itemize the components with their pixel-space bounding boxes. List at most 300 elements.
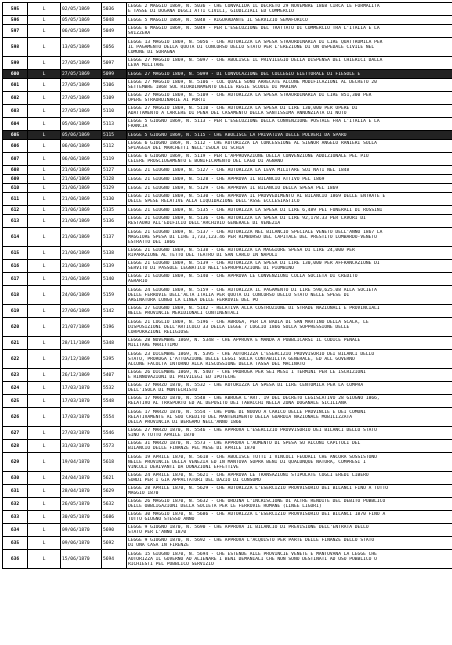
row-description: [127, 427, 452, 440]
row-number: 618: [3, 286, 28, 305]
table-row: [3, 472, 452, 485]
row-number: 615: [3, 247, 28, 260]
table-row: [3, 105, 452, 118]
row-code: 5159: [102, 286, 127, 305]
row-description: [127, 175, 452, 184]
description-line: OPERE STRAORDINARIE AI PORTI: [128, 98, 206, 103]
row-type: L: [28, 369, 61, 382]
row-description: [127, 453, 452, 472]
row-code: 5110: [102, 105, 127, 118]
description-line: SVIZZERA: [128, 31, 151, 36]
table-row: [3, 408, 452, 427]
row-date: 17/03/1870: [61, 382, 102, 395]
row-type: L: [28, 524, 61, 537]
table-row: [3, 79, 452, 92]
description-line: LEGGE 30 MAGGIO 1870, N. 5686 - CHE AUTORIZZA L'ESERCIZIO PROVVISORIO DEI BILANCI 1870 FINO A: [128, 512, 386, 517]
row-type: L: [28, 485, 61, 498]
row-description: [127, 440, 452, 453]
row-number: 629: [3, 453, 28, 472]
row-code: 5036: [102, 3, 127, 16]
description-line: LEGGE 17 MARZO 1870, N. 5554 - CHE PONE DI NUOVO A CARICO DELLE PROVINCIE E DEI COMUNI: [128, 409, 366, 415]
row-code: 5573: [102, 440, 127, 453]
row-type: L: [28, 453, 61, 472]
table-row: [3, 427, 452, 440]
row-type: L: [28, 206, 61, 215]
description-line: SETTEMBRE 1868 SUL RIORDINAMENTO DELLE REGIE SCUOLE DI MARINA: [128, 85, 297, 90]
row-number: 613: [3, 215, 28, 228]
row-type: L: [28, 350, 61, 369]
table-row: [3, 524, 452, 537]
row-code: 5119: [102, 153, 127, 166]
description-line: LEGGE 21 GIUGNO 1869, N. 5135 - CHE AUTORIZZA LA SPESA DI LIRE 6,489 PEI FUNERALI DI ROSSINI: [128, 207, 383, 213]
row-description: [127, 38, 452, 57]
description-line: LEGGE 27 MAGGIO 1869, N. 5106 - COL QUALE SONO ARRECATE ALCUNE MODIFICAZIONI AL DECRETO 20: [128, 80, 377, 85]
description-line: DELLE SPESE RELATIVE ALLA LIQUIDAZIONE DELL'ASSE ECCLESIASTICO: [128, 199, 300, 204]
row-type: L: [28, 228, 61, 247]
description-line: LEGGE 21 LUGLIO 1869, N. 5196 - CHE ABROGA, PER LA BADIA DI SAN MARTINO DELLA SCALA, LE: [128, 319, 369, 325]
description-line: RICHIESTI PEL PUBBLICO SERVIZIO: [128, 561, 214, 567]
row-date: 06/06/1869: [61, 140, 102, 153]
row-code: 5048: [102, 16, 127, 25]
row-description: [127, 166, 452, 175]
row-date: 21/06/1869: [61, 175, 102, 184]
row-date: 21/06/1869: [61, 260, 102, 273]
table-row: [3, 453, 452, 472]
description-line: LEGGE 9 GIUGNO 1870, N. 5692 - CHE APPROVA L'ACQUISTO PER PARTE DELLE FINANZE DELLO STATO: [128, 538, 375, 543]
description-line: LEGGE 27 MAGGIO 1869, N. 5109 - CHE AUTORIZZA LA SPESA STRAORDINARIA DI LIRE 851,300 PER: [128, 93, 372, 98]
row-description: [127, 79, 452, 92]
description-line: RELATIVAMENTE AL SUO CREDITO DEL MANTENIMENTO DELLA GUARDIA NAZIONALE MOBILIZZATA: [128, 414, 353, 420]
table-row: [3, 440, 452, 453]
description-line: LEGGE 31 MARZO 1870, N. 5573 - CHE APPROVA L'AUMENTO DI SPESA SU ALCUNI CAPITOLI DEL: [128, 441, 361, 446]
description-line: LEGGE 28 NOVEMBRE 1869, N. 5348 - CHE APPROVA E MANDA A PUBBLICARSI IL CODICE PENALE: [128, 338, 361, 343]
row-description: [127, 228, 452, 247]
row-type: L: [28, 166, 61, 175]
row-number: 598: [3, 38, 28, 57]
row-code: 5129: [102, 184, 127, 193]
row-code: 5136: [102, 215, 127, 228]
row-code: 5115: [102, 131, 127, 140]
description-line: DELLE FERROVIE DELL'ALTA ITALIA PER QUOTA DI CONCORSO DELLO STATO NELLE SPESE DI: [128, 292, 350, 298]
description-line: ARGINATURA LUNGO LA LINEA DELLE FERROVIE DEL PO: [128, 297, 258, 303]
laws-table-body: [3, 3, 452, 569]
row-type: L: [28, 193, 61, 206]
row-type: L: [28, 175, 61, 184]
row-date: 17/03/1870: [61, 395, 102, 408]
row-code: 5139: [102, 260, 127, 273]
description-line: MILITARE MARITTIMO: [128, 343, 178, 348]
table-row: [3, 337, 452, 350]
row-code: 5099: [102, 70, 127, 79]
description-line: LEGGE 24 APRILE 1870, N. 5621 - CHE APPROVA LE TRANSAZIONI STIPULATE COGLI EREDI LIBERO: [128, 473, 369, 478]
description-line: STATO PER L'ANNO 1870: [128, 530, 187, 535]
row-date: 21/06/1869: [61, 247, 102, 260]
table-row: [3, 369, 452, 382]
description-line: LEGGE 15 GIUGNO 1870, N. 5694 - CHE ESTENDE ALLE PROVINCIE VENETE E MANTOVANA LA LEGGE CHE: [128, 551, 377, 557]
description-line: LEGGE 24 GIUGNO 1869, N. 5159 - CHE AUTORIZZA IL PAGAMENTO DI LIRE 590,625.08 ALLA SOCIETA: [128, 287, 377, 293]
row-code: 5618: [102, 453, 127, 472]
description-line: LEGGE 6 GIUGNO 1869, N. 5112 - CHE AUTORIZZA LA CONCESSIONE AL SIGNOR ANGELO RANIERI SULLA: [128, 141, 377, 146]
row-type: L: [28, 408, 61, 427]
row-description: [127, 273, 452, 286]
row-date: 21/07/1869: [61, 318, 102, 337]
row-date: 26/12/1869: [61, 369, 102, 382]
row-date: 27/05/1869: [61, 79, 102, 92]
description-line: ADATTAMENTO A CARCERE DI PENA DEL CASAMENTO DELLA SANTISSIMA ANNUNZIATA DI NOTO: [128, 111, 347, 116]
row-description: [127, 215, 452, 228]
description-line: ALCUNE FACOLTA INTORNO ALLA RISCOSSIONE DELLA TASSA DEL MACINATO: [128, 361, 306, 367]
row-number: 605: [3, 131, 28, 140]
row-description: [127, 105, 452, 118]
row-date: 15/06/1870: [61, 550, 102, 569]
row-type: L: [28, 537, 61, 550]
row-number: 606: [3, 140, 28, 153]
row-type: L: [28, 247, 61, 260]
row-number: 612: [3, 206, 28, 215]
row-description: [127, 206, 452, 215]
description-line: DI UNA CASA IN FIRENZE: [128, 543, 189, 548]
row-code: 5135: [102, 206, 127, 215]
row-description: [127, 153, 452, 166]
table-row: [3, 70, 452, 79]
row-date: 27/05/1869: [61, 57, 102, 70]
row-description: [127, 118, 452, 131]
row-description: [127, 305, 452, 318]
table-row: [3, 395, 452, 408]
description-line: STATO, PROROGA L'ATTUAZIONE DELLE LEGGI SULLA CONTABILITA GENERALE, ED ALL GOVERNO: [128, 356, 355, 362]
row-type: L: [28, 3, 61, 16]
description-line: LEGGE 23 DICEMBRE 1869, N. 5395 - CHE AUTORIZZA L'ESERCIZIO PROVVISORIO DEI BILANCI DELLO: [128, 351, 375, 357]
description-line: LEGGE 6 MAGGIO 1869, N. 5049 - PER L'ESECUZIONE DEL TRATTATO DI COMMERCIO TRA L'ITALIA E LA: [128, 26, 380, 31]
description-line: LEGGE 26 DICEMBRE 1869, N. 5407 - CHE PROROGA PER SEI MESI I TERMINI PER LE ISCRIZIONI: [128, 370, 366, 375]
row-date: 30/05/1870: [61, 511, 102, 524]
row-code: 5196: [102, 318, 127, 337]
row-description: [127, 92, 452, 105]
table-row: [3, 184, 452, 193]
row-code: 5113: [102, 118, 127, 131]
row-type: L: [28, 498, 61, 511]
table-row: [3, 16, 452, 25]
row-type: L: [28, 395, 61, 408]
row-code: 5629: [102, 485, 127, 498]
row-description: [127, 537, 452, 550]
row-number: 616: [3, 260, 28, 273]
row-type: L: [28, 184, 61, 193]
description-line: NELLE PROVINCIE DELLA VENEZIA ED IN MANTOVA SOPRA BENI DI QUALUNQUE NATURA, COMPRESI I: [128, 459, 366, 465]
row-code: 5692: [102, 537, 127, 550]
row-description: [127, 498, 452, 511]
table-row: [3, 537, 452, 550]
row-number: 603: [3, 105, 28, 118]
row-date: 24/06/1869: [61, 286, 102, 305]
description-line: AUTORIZZA IL GOVERNO AD ALIENARE I BENI DEMANIALI CHE NON SONO DESTINATI AD USO PUBBLICO O: [128, 556, 377, 562]
row-description: [127, 337, 452, 350]
row-date: 17/03/1870: [61, 408, 102, 427]
row-type: L: [28, 382, 61, 395]
row-type: L: [28, 105, 61, 118]
row-number: 604: [3, 118, 28, 131]
row-date: 21/06/1869: [61, 193, 102, 206]
row-code: 5127: [102, 166, 127, 175]
row-date: 06/06/1869: [61, 153, 102, 166]
row-description: [127, 350, 452, 369]
table-row: [3, 498, 452, 511]
description-line: LEGGE 17 MARZO 1870, N. 5548 - CHE ABROGA L'ART. 19 DEL DECRETO LEGISLATIVO 28 GIUGNO 1866,: [128, 396, 380, 401]
row-code: 5532: [102, 382, 127, 395]
description-line: BILANCIO DELLE FINANZE PEL MESE DI APRILE 1870: [128, 446, 256, 451]
table-row: [3, 3, 452, 16]
row-type: L: [28, 318, 61, 337]
description-line: IL PAGAMENTO DELLA QUOTA DI CONCORSO DELLO STATO PER L'EREZIONE DI UN OSPEDALE CIVILE NEL: [128, 44, 375, 50]
row-date: 21/06/1869: [61, 184, 102, 193]
description-line: LEGGE 27 MAGGIO 1869, N. 5110 - CHE AUTORIZZA LA SPESA DI LIRE 130,000 PER OPERE DI: [128, 106, 358, 111]
row-date: 09/06/1870: [61, 537, 102, 550]
row-number: 622: [3, 350, 28, 369]
row-code: 5142: [102, 305, 127, 318]
table-row: [3, 382, 452, 395]
description-line: COMUNE DI SORAGNA: [128, 49, 176, 55]
table-row: [3, 485, 452, 498]
row-type: L: [28, 38, 61, 57]
row-code: 5130: [102, 193, 127, 206]
row-code: 5686: [102, 511, 127, 524]
description-line: DELLA PROVINCIA DI BERGAMO NELL'ANNO 1866: [128, 419, 242, 425]
row-date: 21/06/1869: [61, 206, 102, 215]
row-type: L: [28, 440, 61, 453]
row-type: L: [28, 273, 61, 286]
row-number: 624: [3, 382, 28, 395]
row-number: 610: [3, 184, 28, 193]
description-line: LEGGE 27 MARZO 1870, N. 5546 - CHE APPROVA L'ESERCIZIO PROVVISORIO DEI BILANCI DELLO STATO: [128, 428, 377, 433]
table-row: [3, 550, 452, 569]
row-number: 595: [3, 3, 28, 16]
row-description: [127, 369, 452, 382]
row-number: 617: [3, 273, 28, 286]
row-type: L: [28, 153, 61, 166]
row-number: 633: [3, 511, 28, 524]
row-type: L: [28, 286, 61, 305]
description-line: MAGGIO 1870: [128, 491, 159, 496]
row-number: 599: [3, 57, 28, 70]
laws-table: [2, 2, 452, 569]
row-date: 26/05/1870: [61, 498, 102, 511]
row-type: L: [28, 16, 61, 25]
row-date: 13/05/1869: [61, 38, 102, 57]
description-line: LEGGE 28 APRILE 1870, N. 5629 - CHE AUTORIZZA L'ESERCIZIO PROVVISORIO DEI BILANCI FINO A TUTTO: [128, 486, 388, 491]
row-number: 620: [3, 318, 28, 337]
description-line: TUTTO GIUGNO STESSO ANNO: [128, 517, 195, 522]
description-line: LEGGE 27 MAGGIO 1869, N. 5097 - CHE ABOLISCE IL PRIVILEGIO DELLA DISPENSA DEI CHIERICI DALLA: [128, 58, 383, 63]
row-description: [127, 382, 452, 395]
row-number: 627: [3, 427, 28, 440]
description-line: LEGGE 9 GIUGNO 1870, N. 5690 - CHE APPROVA IL BILANCIO DI PREVISIONE DELL'ENTRATA DELLO: [128, 525, 369, 530]
row-description: [127, 318, 452, 337]
row-number: 608: [3, 166, 28, 175]
row-date: 02/05/1869: [61, 3, 102, 16]
row-type: L: [28, 92, 61, 105]
description-line: LEGGE 5 MAGGIO 1869, N. 5048 - RIGUARDANTE IL SERVIZIO SEMAFORICO: [128, 17, 308, 23]
description-line: LEGGE 21 GIUGNO 1869, N. 5138 - CHE AUTORIZZA LA MAGGIORE SPESA DI LIRE 24,000 PER: [128, 248, 355, 253]
description-line: E TASSE DI DOGANA DEGLI ATTI CIVILI, GIUDIZIALI ED COMMERCIO: [128, 9, 294, 14]
description-line: DELL'ISOLA DI MONTECRISTO: [128, 388, 198, 393]
table-row: [3, 273, 452, 286]
row-number: 601: [3, 79, 28, 92]
description-line: NELLE PROVINCIE MERIDIONALI CONTINENTALI: [128, 311, 239, 316]
table-row: [3, 131, 452, 140]
row-date: 23/12/1869: [61, 350, 102, 369]
description-line: LEGGE 21 GIUGNO 1869, N. 5139 - CHE AUTORIZZA LA SPESA DI LIRE 130,000 PER AFFRANCAZIONE DI: [128, 261, 380, 266]
row-description: [127, 193, 452, 206]
row-number: 636: [3, 550, 28, 569]
row-description: [127, 25, 452, 38]
table-row: [3, 318, 452, 337]
description-line: LEGGE 2 MAGGIO 1869, N. 5036 - CHE CONVALIDA IL DECRETO 29 NOVEMBRE 1868 CIRCA LE FORMALITA: [128, 4, 380, 9]
row-code: 5632: [102, 498, 127, 511]
row-date: 19/04/1870: [61, 453, 102, 472]
row-code: 5690: [102, 524, 127, 537]
row-number: 625: [3, 395, 28, 408]
description-line: LEGGE 21 GIUGNO 1869, N. 5130 - CHE APPROVA IL PROVVEDIMENTO AL BILANCIO 1869 DELLE ENTRATE E: [128, 194, 386, 199]
row-code: 5348: [102, 337, 127, 350]
row-type: L: [28, 305, 61, 318]
row-description: [127, 131, 452, 140]
row-date: 31/03/1870: [61, 440, 102, 453]
description-line: LEGGE 21 GIUGNO 1869, N. 5129 - CHE APPROVA IL BILANCIO DELLA SPESA PEL 1869: [128, 185, 339, 191]
row-code: 5137: [102, 228, 127, 247]
row-type: L: [28, 511, 61, 524]
row-number: 623: [3, 369, 28, 382]
row-date: 05/05/1869: [61, 16, 102, 25]
row-number: 596: [3, 16, 28, 25]
row-type: L: [28, 79, 61, 92]
description-line: LEGGE 27 GIUGNO 1869, N. 5142 - RELATIVA ALLA COSTRUZIONE DI STRADE NAZIONALI E PROVINCIALI: [128, 306, 380, 311]
row-number: 634: [3, 524, 28, 537]
row-type: L: [28, 427, 61, 440]
row-date: 05/06/1869: [61, 131, 102, 140]
row-number: 635: [3, 537, 28, 550]
row-code: 5140: [102, 273, 127, 286]
row-description: [127, 140, 452, 153]
row-number: 597: [3, 25, 28, 38]
description-line: LEGGE 21 GIUGNO 1869, N. 5137 - CHE AUTORIZZA NEL BILANCIO SPECIALE VENETO DELL'ANNO 1867 LA: [128, 229, 383, 235]
row-code: 5407: [102, 369, 127, 382]
row-description: [127, 472, 452, 485]
table-row: [3, 140, 452, 153]
row-date: 27/05/1869: [61, 105, 102, 118]
row-number: 607: [3, 153, 28, 166]
description-line: LEGGE 19 APRILE 1870, N. 5618 - CHE ABOLISCE TUTTI I VINCOLI FEUDALI CHE ANCORA SUSSISTONO: [128, 454, 377, 460]
row-number: 611: [3, 193, 28, 206]
row-type: L: [28, 140, 61, 153]
row-type: L: [28, 550, 61, 569]
row-number: 614: [3, 228, 28, 247]
description-line: LEGGE 21 GIUGNO 1869, N. 5128 - CHE APPROVA IL BILANCIO ATTIVO PEL 1869: [128, 176, 325, 182]
description-line: RELATIVO AL TRASPORTO ED AL DEPOSITO DEI TABACCHI NELLA ZONA DOGANALE SICILIANA: [128, 401, 347, 406]
row-number: 626: [3, 408, 28, 427]
row-description: [127, 260, 452, 273]
row-type: L: [28, 57, 61, 70]
row-date: 27/05/1869: [61, 92, 102, 105]
row-code: 5049: [102, 25, 127, 38]
description-line: SORDI PER I GIA APPALTATORI DEL DAZIO DI CONSUMO: [128, 478, 261, 483]
row-date: 06/05/1869: [61, 25, 102, 38]
row-description: [127, 408, 452, 427]
row-type: L: [28, 472, 61, 485]
description-line: SPIAGGIA DEI MARCHETTI NELL'ISOLA DI SCHIA: [128, 146, 245, 151]
description-line: RESTAURO ALL'EDIFICIO DELL'ARCHIVIO GENERALE DI VENEZIA: [128, 221, 281, 226]
row-description: [127, 524, 452, 537]
row-code: 5694: [102, 550, 127, 569]
description-line: CELERE PROSCIUGAMENTO E BONIFICAMENTO DEL LAGO DI AGNANO: [128, 159, 283, 164]
row-code: 5554: [102, 408, 127, 427]
row-date: 21/06/1869: [61, 273, 102, 286]
row-description: [127, 550, 452, 569]
row-date: 21/06/1869: [61, 228, 102, 247]
table-row: [3, 193, 452, 206]
description-line: LEGGE 26 MAGGIO 1870, N. 5632 - CHE ORDINA L'INCRISCIONE DI ALTRE RENDITE DEL DEBITO PUBBLICO: [128, 499, 386, 504]
row-type: L: [28, 215, 61, 228]
row-type: L: [28, 337, 61, 350]
description-line: LEGGE 21 GIUGNO 1869, N. 5127 - CHE AUTORIZZA LA LEVA MILITARE SUI NATI NEL 1848: [128, 167, 350, 173]
description-line: SERVITU DI PASSOLE LEGNATICO NELL'ESPROPRIAZIONE DI PIOMBINO: [128, 266, 294, 271]
description-line: SINO A TUTTO APRILE 1870: [128, 433, 195, 438]
description-line: LEVA MILITARE: [128, 63, 164, 68]
table-row: [3, 350, 452, 369]
table-row: [3, 286, 452, 305]
row-code: 5395: [102, 350, 127, 369]
description-line: LEGGE 21 GIUGNO 1869, N. 5140 - CHE APPROVA LE CONVENZIONI COLLA SOCIETA DI CREDITO: [128, 274, 358, 279]
table-row: [3, 305, 452, 318]
row-type: L: [28, 131, 61, 140]
table-row: [3, 38, 452, 57]
row-description: [127, 16, 452, 25]
description-line: VINCOLI DERIVANTI DA DONAZIONI EFFETTIVE: [128, 464, 239, 470]
table-row: [3, 166, 452, 175]
row-date: 21/06/1869: [61, 215, 102, 228]
row-number: 632: [3, 498, 28, 511]
table-row: [3, 260, 452, 273]
row-date: 09/06/1870: [61, 524, 102, 537]
row-description: [127, 70, 452, 79]
row-type: L: [28, 25, 61, 38]
row-code: 5548: [102, 395, 127, 408]
row-number: 628: [3, 440, 28, 453]
row-type: L: [28, 260, 61, 273]
row-number: 602: [3, 92, 28, 105]
description-line: LEGGE 5 GIUGNO 1869, N. 5113 - PER L'ESECUZIONE DELLA CONVENZIONE POSTALE FRA L'ITALIA E LA: [128, 119, 380, 124]
row-description: [127, 184, 452, 193]
description-line: DISPOSIZIONI DELL'ARTICOLO 33 DELLA LEGGE 7 LUGLIO 1866 SULLA SOPPRESSIONE DELLE: [128, 324, 350, 330]
row-description: [127, 3, 452, 16]
row-type: L: [28, 118, 61, 131]
description-line: AGRARIO: [128, 279, 148, 284]
row-description: [127, 395, 452, 408]
row-code: 5097: [102, 57, 127, 70]
description-line: LEGGE 6 GIUGNO 1869, N. 5119 - PER L'APPROVAZIONE DELLA CONVENZIONE ADDIZIONALE PEL PIU: [128, 154, 369, 159]
row-description: [127, 511, 452, 524]
table-row: [3, 228, 452, 247]
description-line: LEGGE 21 GIUGNO 1869, N. 5136 - CHE AUTORIZZA LA SPESA DI LIRE 92,178.33 PER LAVORI DI: [128, 216, 366, 221]
table-row: [3, 215, 452, 228]
table-row: [3, 25, 452, 38]
row-code: 5546: [102, 427, 127, 440]
row-number: 619: [3, 305, 28, 318]
row-description: [127, 286, 452, 305]
row-number: 600: [3, 70, 28, 79]
table-row: [3, 247, 452, 260]
description-line: LEGGE 13 MAGGIO 1869, N. 5056 - CHE AUTORIZZA LA SPESA STRAORDINARIA DI LIRE QUATTROMILA PER: [128, 39, 383, 45]
table-row: [3, 511, 452, 524]
